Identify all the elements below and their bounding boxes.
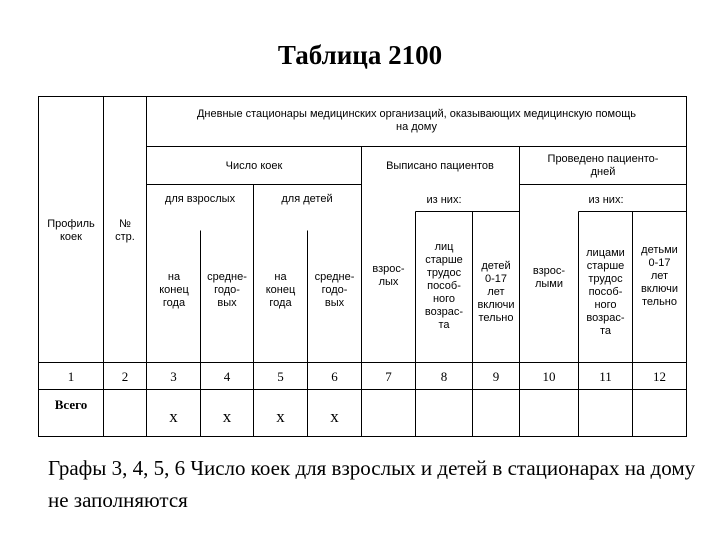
header-col-7: взрос- лых	[372, 263, 405, 288]
header-bed-profile: Профиль коек	[47, 218, 95, 243]
total-row-cell-4: х	[222, 406, 232, 426]
column-number: 9	[492, 368, 500, 384]
column-number: 5	[277, 368, 284, 384]
header-for-adults: для взрослых	[164, 192, 236, 205]
total-row-label: Всего	[54, 396, 88, 412]
column-number: 10	[542, 368, 556, 384]
header-of-them-days: из них:	[588, 193, 624, 206]
header-day-hospitals: Дневные стационары медицинских организаций, оказывающих медицинскую помощь на дому	[196, 108, 636, 133]
header-beds: Число коек	[225, 159, 283, 172]
column-number: 8	[440, 368, 448, 384]
total-row-cell-3: х	[169, 406, 178, 426]
header-col-9: детей 0-17 лет включи тельно	[477, 259, 515, 324]
column-number: 1	[67, 368, 75, 384]
header-line-number: № стр.	[115, 218, 135, 243]
header-col-5: на конец года	[265, 270, 296, 309]
total-row-cell-6: х	[330, 406, 339, 426]
header-for-children: для детей	[281, 192, 333, 205]
header-col-3: на конец года	[159, 270, 189, 309]
header-patient-days: Проведено пациенто- дней	[547, 153, 659, 178]
total-row-cell-5: х	[276, 406, 285, 426]
header-of-them-discharged: из них:	[426, 193, 462, 206]
header-col-11: лицами старше трудос пособ- ного возрас- та	[586, 246, 625, 337]
header-col-6: средне- годо- вых	[314, 270, 355, 309]
header-col-12: детьми 0-17 лет включи тельно	[640, 243, 679, 308]
page-title: Таблица 2100	[277, 40, 443, 70]
header-col-4: средне- годо- вых	[207, 270, 247, 309]
column-number: 7	[385, 368, 392, 384]
column-number: 11	[599, 368, 612, 384]
column-number: 12	[653, 368, 666, 384]
column-number: 6	[331, 368, 338, 384]
footnote: Графы 3, 4, 5, 6 Число коек для взрослых и детей в стационарах на дому не заполняются	[48, 456, 696, 512]
column-number: 2	[121, 368, 129, 384]
header-discharged: Выписано пациентов	[386, 159, 494, 172]
header-col-8: лиц старше трудос пособ- ного возрас- та	[424, 240, 464, 331]
column-number: 4	[223, 368, 231, 384]
header-col-10: взрос- лыми	[532, 265, 566, 290]
column-number: 3	[170, 368, 177, 384]
